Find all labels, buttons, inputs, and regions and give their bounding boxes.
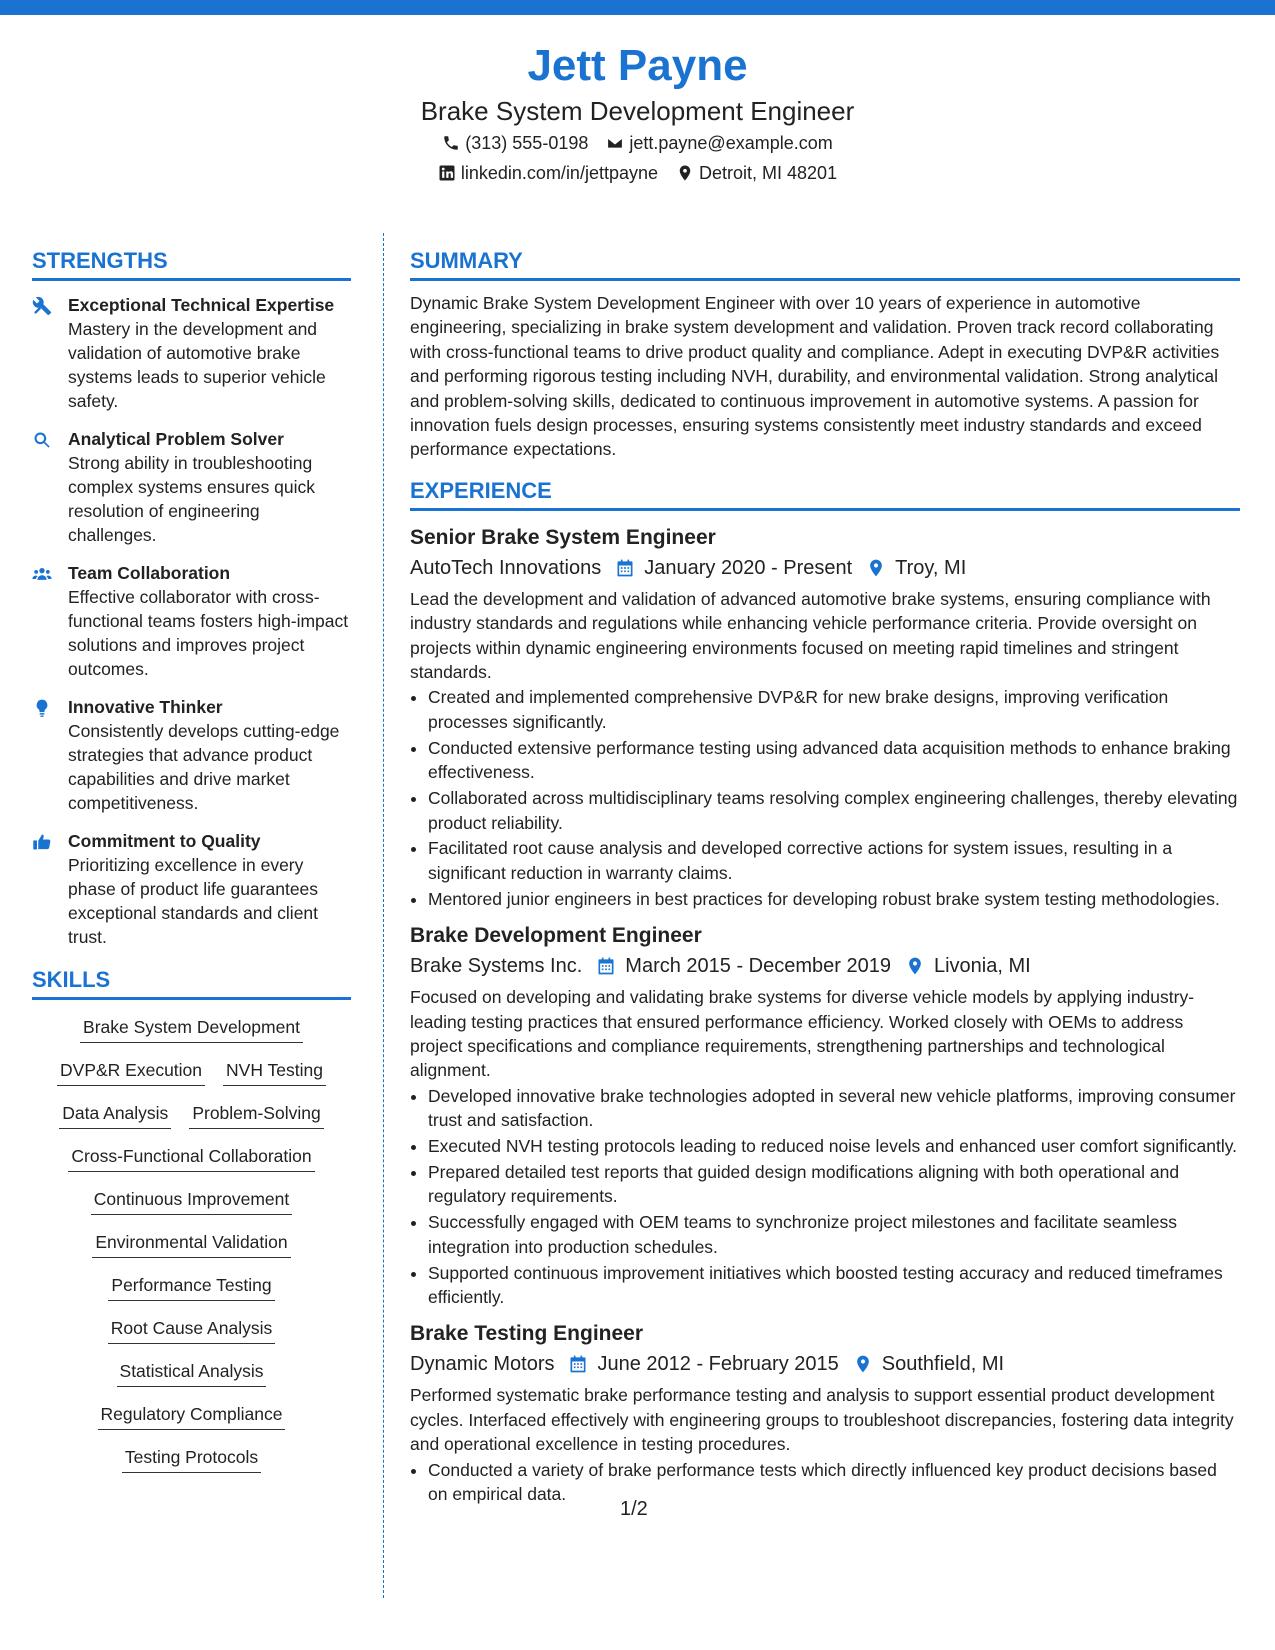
job-company: Brake Systems Inc. <box>410 955 583 978</box>
contact-phone[interactable] <box>442 128 588 158</box>
strength-title: Exceptional Technical Expertise <box>68 295 335 315</box>
job-bullet: • Created and implemented comprehensive DVP&R for new brake designs, improving verification processes significantly. <box>428 685 1240 734</box>
contact-row-1 <box>0 128 1275 158</box>
job-bullet: • Mentored junior engineers in best practices for developing robust brake system testing methodologies. <box>428 887 1240 911</box>
job-bullets <box>410 685 1240 911</box>
map-pin-icon <box>905 956 925 976</box>
job-description: Lead the development and validation of advanced automotive brake systems, ensuring compliance with industry standards and regulations while enhancing vehicle performance criteria. Provide oversight on projects within dynamic engineering environments focused on meeting rapid timelines and stringent standards. <box>410 588 1211 683</box>
summary-heading: SUMMARY <box>410 246 1240 281</box>
job-bullet: • Prepared detailed test reports that guided design modifications aligning with both operational and regulatory requirements. <box>428 1160 1240 1209</box>
job-description: Performed systematic brake performance testing and analysis to support essential product development cycles. Interfaced effectively with engineering groups to troubleshoot discrepancies, fostering data integrity and operational excellence in testing procedures. <box>410 1385 1234 1455</box>
calendar-icon <box>596 956 616 976</box>
job-bullet: • Supported continuous improvement initiatives which boosted testing accuracy and reduced timeframes efficiently. <box>428 1261 1240 1310</box>
strength-desc: Effective collaborator with cross-functional teams fosters high-impact solutions and improves project outcomes. <box>68 587 349 679</box>
lightbulb-icon <box>32 698 52 718</box>
job-role: Brake Development Engineer <box>410 924 702 948</box>
job-dates: March 2015 - December 2019 <box>625 955 891 978</box>
skill-tag: Statistical Analysis <box>117 1358 267 1387</box>
skill-tag: Brake System Development <box>80 1014 303 1043</box>
right-column <box>410 246 1240 1516</box>
map-pin-icon <box>866 558 886 578</box>
contact-row-2 <box>0 158 1275 188</box>
experience-entry <box>410 921 1240 1309</box>
strength-title: Commitment to Quality <box>68 831 261 851</box>
candidate-title: Brake System Development Engineer <box>420 96 855 126</box>
contact-email[interactable] <box>606 128 832 158</box>
skills-list <box>32 1014 351 1473</box>
resume-header <box>0 40 1275 188</box>
strength-desc: Consistently develops cutting-edge strategies that advance product capabilities and drive market competitiveness. <box>68 721 340 813</box>
strength-title: Team Collaboration <box>68 563 231 583</box>
strength-item <box>32 695 351 815</box>
job-dates: June 2012 - February 2015 <box>597 1353 839 1376</box>
email-text: jett.payne@example.com <box>629 133 833 153</box>
strength-title: Analytical Problem Solver <box>68 429 284 449</box>
skills-heading: SKILLS <box>32 965 351 1000</box>
strength-item <box>32 829 351 949</box>
job-company: Dynamic Motors <box>410 1353 555 1376</box>
job-description: Focused on developing and validating brake systems for diverse vehicle models by applying industry-leading testing practices that ensured performance efficiency. Worked closely with OEMs to address project specifications and compliance requirements, strengthening partnerships and technological alignment. <box>410 987 1195 1081</box>
thumbs-up-icon <box>32 832 52 852</box>
job-bullets <box>410 1084 1240 1310</box>
strengths-heading: STRENGTHS <box>32 246 351 281</box>
phone-text: (313) 555-0198 <box>465 133 589 153</box>
skill-tag: Cross-Functional Collaboration <box>68 1143 314 1172</box>
top-accent-bar <box>0 0 1275 15</box>
job-location: Southfield, MI <box>881 1353 1005 1376</box>
strength-desc: Prioritizing excellence in every phase of product life guarantees exceptional standards and client trust. <box>68 855 319 947</box>
location-text: Detroit, MI 48201 <box>699 163 838 183</box>
job-role: Brake Testing Engineer <box>410 1322 644 1346</box>
job-bullets <box>410 1458 1240 1507</box>
experience-entry <box>410 523 1240 911</box>
envelope-icon <box>606 134 624 152</box>
calendar-icon <box>615 558 635 578</box>
column-divider <box>383 233 384 1598</box>
map-pin-icon <box>853 1354 873 1374</box>
skill-tag: NVH Testing <box>223 1057 326 1086</box>
job-bullet: • Successfully engaged with OEM teams to synchronize project milestones and facilitate seamless integration into production schedules. <box>428 1210 1240 1259</box>
strength-desc: Strong ability in troubleshooting complex systems ensures quick resolution of engineering challenges. <box>68 453 316 545</box>
contact-location <box>676 158 837 188</box>
page-number: 1/2 <box>620 1498 648 1520</box>
skill-tag: Performance Testing <box>108 1272 274 1301</box>
skill-tag: Root Cause Analysis <box>108 1315 275 1344</box>
map-pin-icon <box>676 164 694 182</box>
skill-tag: Regulatory Compliance <box>98 1401 286 1430</box>
left-column <box>32 246 351 1473</box>
job-meta <box>410 1349 1240 1379</box>
job-location: Livonia, MI <box>933 955 1031 978</box>
users-icon <box>32 564 52 584</box>
job-meta <box>410 553 1240 583</box>
linkedin-text: linkedin.com/in/jettpayne <box>460 163 659 183</box>
skill-tag: Data Analysis <box>59 1100 171 1129</box>
experience-entry <box>410 1319 1240 1506</box>
linkedin-icon <box>438 164 456 182</box>
strength-item <box>32 561 351 681</box>
strength-item <box>32 293 351 413</box>
skill-tag: Problem-Solving <box>189 1100 323 1129</box>
job-bullet: • Executed NVH testing protocols leading to reduced noise levels and enhanced user comfort significantly. <box>428 1134 1240 1158</box>
skill-tag: DVP&R Execution <box>57 1057 205 1086</box>
job-bullet: • Facilitated root cause analysis and developed corrective actions for system issues, resulting in a significant reduction in warranty claims. <box>428 836 1240 885</box>
job-dates: January 2020 - Present <box>644 556 853 579</box>
phone-icon <box>442 134 460 152</box>
job-bullet: • Conducted extensive performance testing using advanced data acquisition methods to enhance braking effectiveness. <box>428 736 1240 785</box>
strength-title: Innovative Thinker <box>68 697 223 717</box>
job-bullet: • Collaborated across multidisciplinary teams resolving complex engineering challenges, thereby elevating product reliability. <box>428 786 1240 835</box>
skill-tag: Continuous Improvement <box>91 1186 293 1215</box>
skill-tag: Environmental Validation <box>92 1229 290 1258</box>
contact-linkedin[interactable] <box>438 158 658 188</box>
calendar-icon <box>568 1354 588 1374</box>
job-location: Troy, MI <box>895 556 967 579</box>
skill-tag: Testing Protocols <box>122 1444 261 1473</box>
job-meta <box>410 951 1240 981</box>
job-bullet: • Conducted a variety of brake performance tests which directly influenced key product decisions based on empirical data. <box>428 1458 1240 1507</box>
strength-item <box>32 427 351 547</box>
strength-desc: Mastery in the development and validation of automotive brake systems leads to superior vehicle safety. <box>68 319 326 411</box>
job-role: Senior Brake System Engineer <box>410 525 716 549</box>
tools-icon <box>32 296 52 316</box>
experience-heading: EXPERIENCE <box>410 476 1240 511</box>
candidate-name: Jett Payne <box>527 41 748 90</box>
summary-text: Dynamic Brake System Development Engineer with over 10 years of experience in automotive engineering, specializing in brake system development and validation. Proven track record collaborating with cross-functional teams to drive product quality and compliance. Adept in executing DVP&R activities and performing rigorous testing including NVH, durability, and environmental validation. Strong analytical and problem-solving skills, dedicated to continuous improvement in automotive systems. A passion for innovation fuels design processes, ensuring systems consistently meet industry standards and exceed performance expectations. <box>410 293 1220 460</box>
search-icon <box>32 430 52 450</box>
job-bullet: • Developed innovative brake technologies adopted in several new vehicle platforms, improving consumer trust and satisfaction. <box>428 1084 1240 1133</box>
job-company: AutoTech Innovations <box>410 556 602 579</box>
